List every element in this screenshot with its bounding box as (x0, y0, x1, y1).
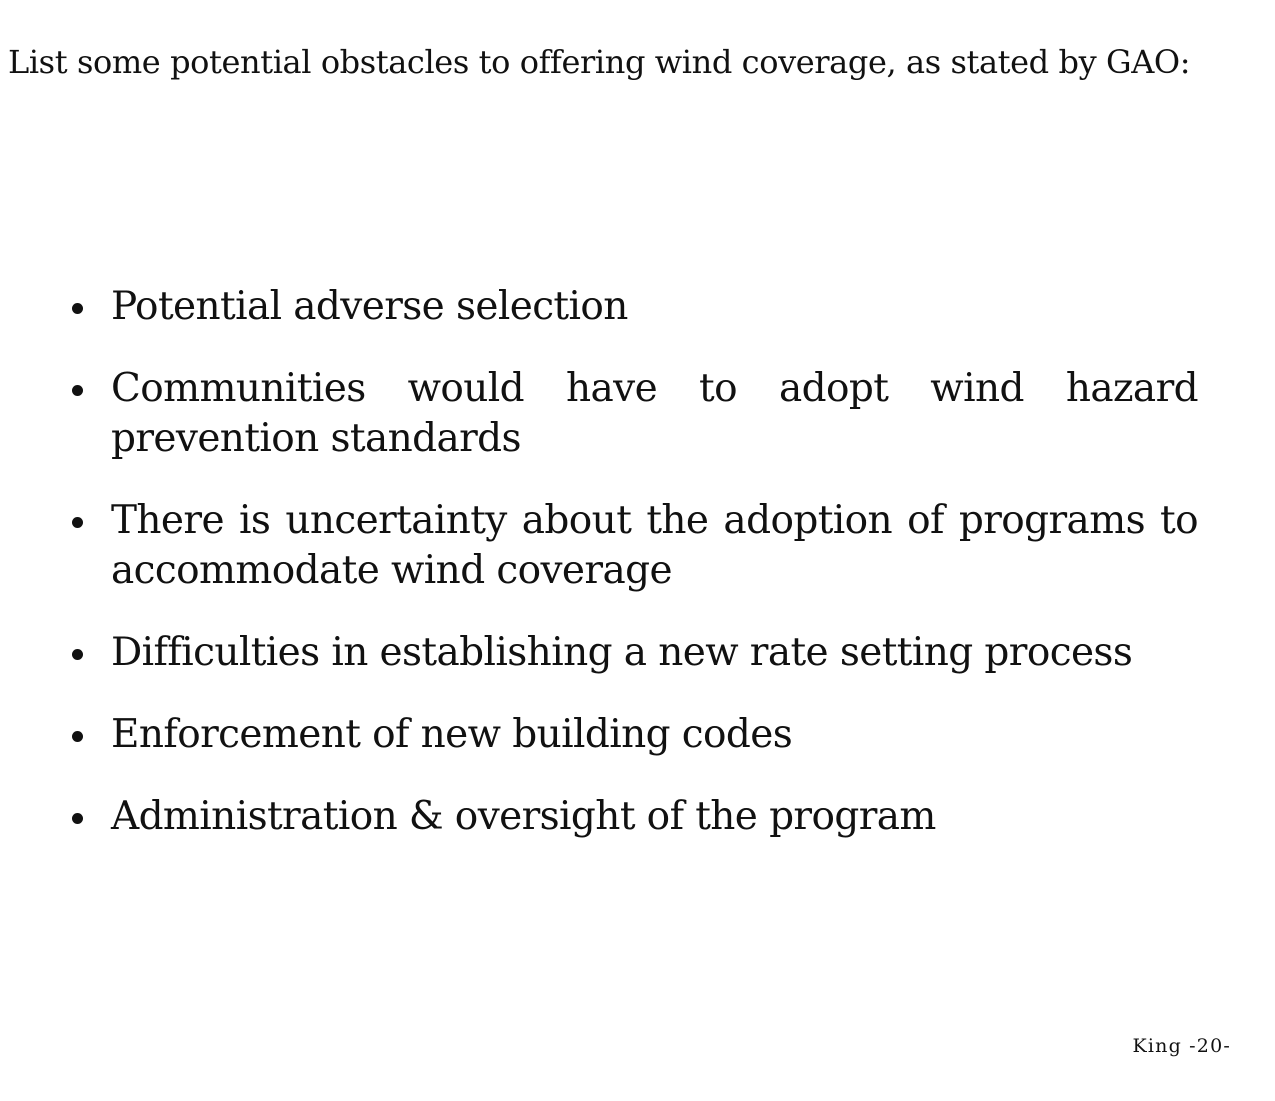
list-item (70, 628, 1198, 678)
bullet-icon (72, 385, 83, 396)
list-item (70, 364, 1198, 464)
obstacle-list (70, 282, 1198, 874)
list-item-text: Enforcement of new building codes (111, 712, 793, 757)
slide-title: List some potential obstacles to offering wind coverage, as stated by GAO: (8, 43, 1191, 81)
bullet-icon (72, 517, 83, 528)
list-item (70, 792, 1198, 842)
bullet-icon (72, 731, 83, 742)
list-item-text: Communities would have to adopt wind hazard prevention standards (111, 366, 1198, 461)
list-item (70, 496, 1198, 596)
list-item (70, 282, 1198, 332)
list-item-text: Administration & oversight of the program (111, 794, 936, 839)
list-item-text: Difficulties in establishing a new rate setting process (111, 630, 1133, 675)
page-footer: King -20- (1132, 1035, 1231, 1057)
bullet-icon (72, 813, 83, 824)
list-item (70, 710, 1198, 760)
bullet-icon (72, 649, 83, 660)
list-item-text: Potential adverse selection (111, 284, 628, 329)
list-item-text: There is uncertainty about the adoption of programs to accommodate wind coverage (111, 498, 1198, 593)
bullet-icon (72, 303, 83, 314)
